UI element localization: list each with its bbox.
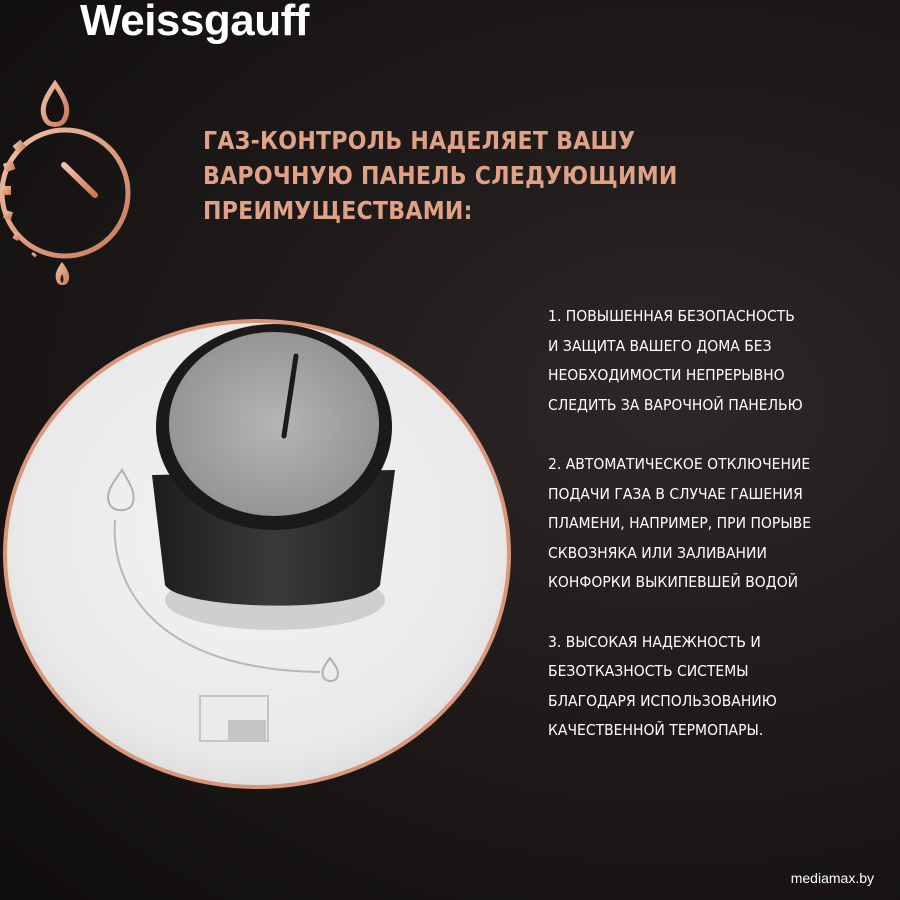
headline-line: ГАЗ-КОНТРОЛЬ НАДЕЛЯЕТ ВАШУ [203,126,636,155]
benefit-item [548,628,840,746]
benefit-line: ПОДАЧИ ГАЗА В СЛУЧАЕ ГАШЕНИЯ [548,484,803,503]
benefits-list [548,302,840,776]
benefit-line: БЕЗОТКАЗНОСТЬ СИСТЕМЫ [548,662,749,680]
benefit-line: КАЧЕСТВЕННОЙ ТЕРМОПАРЫ. [548,721,764,739]
headline-line: ПРЕИМУЩЕСТВАМИ: [203,196,473,225]
benefit-line: НЕОБХОДИМОСТИ НЕПРЕРЫВНО [548,366,785,384]
headline-line: ВАРОЧНУЮ ПАНЕЛЬ СЛЕДУЮЩИМИ [203,161,678,190]
brand-logo: Weissgauff [80,0,309,45]
benefit-line: СЛЕДИТЬ ЗА ВАРОЧНОЙ ПАНЕЛЬЮ [548,395,803,414]
benefit-line: 3. ВЫСОКАЯ НАДЕЖНОСТЬ И [548,632,761,651]
benefit-line: 2. АВТОМАТИЧЕСКОЕ ОТКЛЮЧЕНИЕ [548,455,811,473]
benefit-item [548,450,840,598]
benefit-line: КОНФОРКИ ВЫКИПЕВШЕЙ ВОДОЙ [548,573,799,591]
benefit-line: И ЗАЩИТА ВАШЕГО ДОМА БЕЗ [548,336,772,355]
gas-control-knob-icon [0,75,140,295]
benefit-line: СКВОЗНЯКА ИЛИ ЗАЛИВАНИИ [548,543,767,562]
headline [203,123,730,228]
watermark: mediamax.by [790,870,874,886]
benefit-item [548,302,840,420]
knob-product-image [0,318,520,798]
benefit-line: БЛАГОДАРЯ ИСПОЛЬЗОВАНИЮ [548,691,777,710]
benefit-line: 1. ПОВЫШЕННАЯ БЕЗОПАСНОСТЬ [548,307,795,325]
benefit-line: ПЛАМЕНИ, НАПРИМЕР, ПРИ ПОРЫВЕ [548,514,812,532]
